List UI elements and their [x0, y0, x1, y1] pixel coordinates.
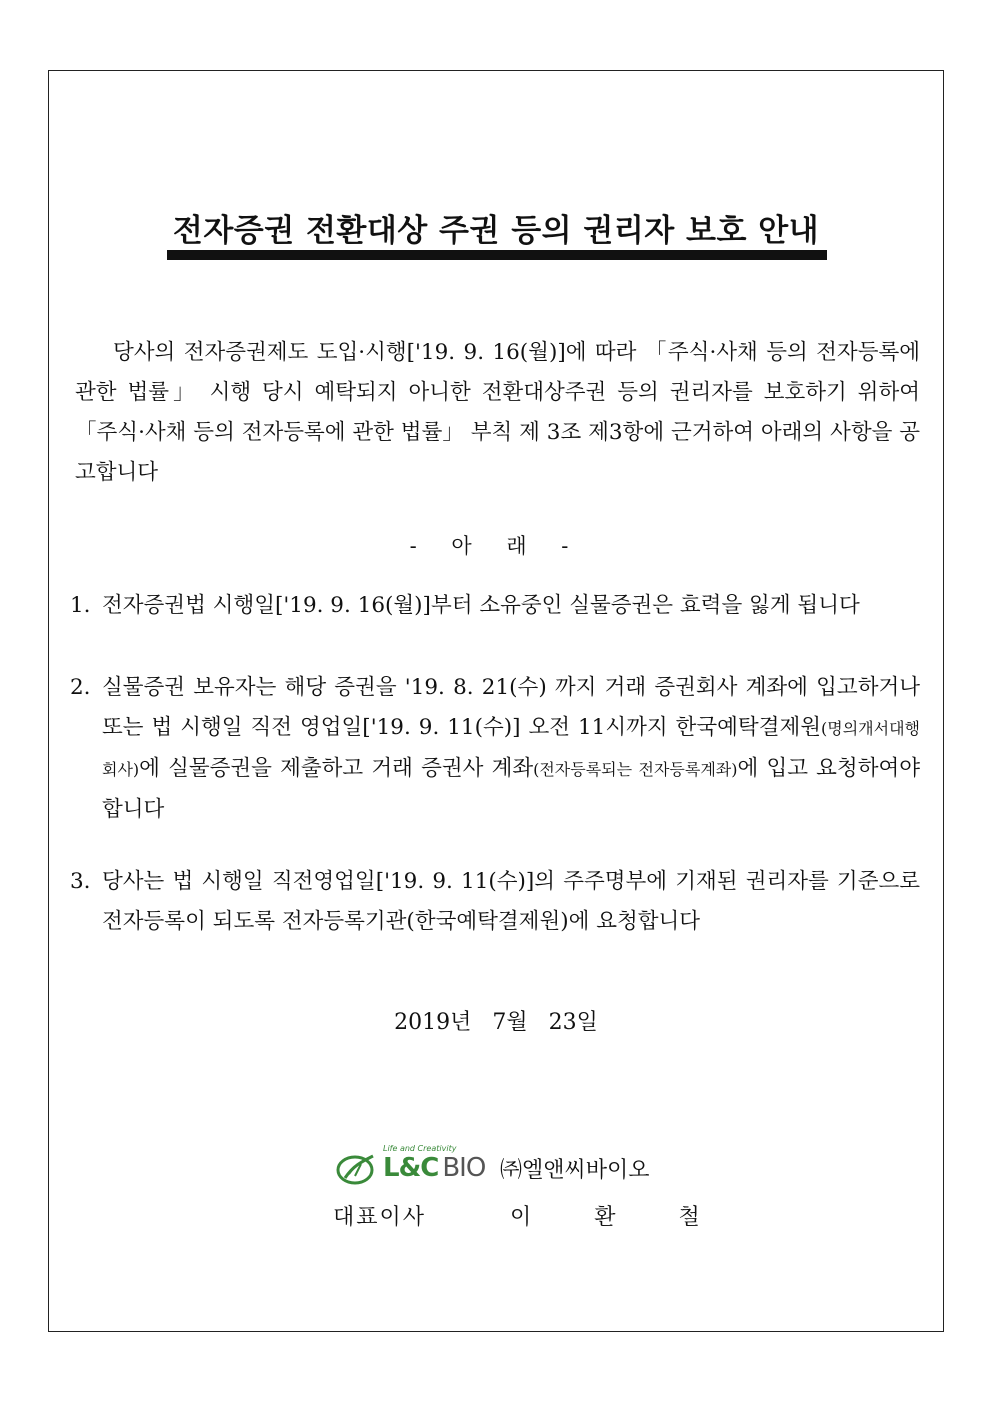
leaf-logo-icon — [335, 1148, 381, 1188]
item-number: 2. — [70, 675, 91, 700]
notice-heading: - 아 래 - — [409, 534, 583, 558]
company-name: ㈜엘앤씨바이오 — [500, 1158, 650, 1183]
logo-brand — [383, 1153, 485, 1183]
title-underline — [167, 250, 827, 260]
item-text-part: 에 입고 요청하여야 합니다 — [102, 756, 921, 822]
representative-label: 대표이사 — [333, 1205, 427, 1230]
intro-paragraph: 당사의 전자증권제도 도입·시행['19. 9. 16(월)]에 따라 「주식·사채 등의 전자등록에 관한 법률」 시행 당시 예탁되지 아니한 전환대상주권 등의 권리자를 보호하기 위하여 「주식·사채 등의 전자등록에 관한 법률」 부칙 제 3조 제3항에 근거하여 아래의 사항을 공고합니다 — [75, 340, 920, 485]
notice-date: 2019년 7월 23일 — [394, 1010, 598, 1035]
item-text-part: 에 실물증권을 제출하고 거래 증권사 계좌 — [139, 756, 534, 781]
item-number: 1. — [70, 593, 91, 618]
logo-brand-bio: BIO — [442, 1153, 486, 1183]
item-text: 당사는 법 시행일 직전영업일['19. 9. 11(수)]의 주주명부에 기재된 권리자를 기준으로 전자등록이 되도록 전자등록기관(한국예탁결제원)에 요청합니다 — [102, 869, 920, 934]
company-logo — [335, 1144, 486, 1188]
list-item — [70, 586, 920, 626]
representative-name: 이 환 철 — [510, 1205, 728, 1230]
page-title: 전자증권 전환대상 주권 등의 권리자 보호 안내 — [172, 213, 820, 249]
item-text — [102, 668, 920, 830]
logo-tagline: Life and Creativity — [383, 1144, 457, 1153]
item-text-part: 실물증권 보유자는 해당 증권을 '19. 8. 21(수) 까지 거래 증권회사 계좌에 입고하거나 또는 법 시행일 직전 영업일['19. 9. 11(수)] 오전 11시까지 한국예탁결제원 — [102, 675, 920, 740]
item-text-note: (전자등록되는 전자등록계좌) — [533, 760, 738, 779]
list-item — [70, 668, 920, 830]
list-item — [70, 862, 920, 942]
item-number: 3. — [70, 869, 91, 894]
item-text: 전자증권법 시행일['19. 9. 16(월)]부터 소유중인 실물증권은 효력을 잃게 됩니다 — [102, 593, 860, 618]
logo-brand-lc: L&C — [383, 1153, 439, 1183]
item-text-note: (명의개서대행회사) — [102, 719, 920, 779]
